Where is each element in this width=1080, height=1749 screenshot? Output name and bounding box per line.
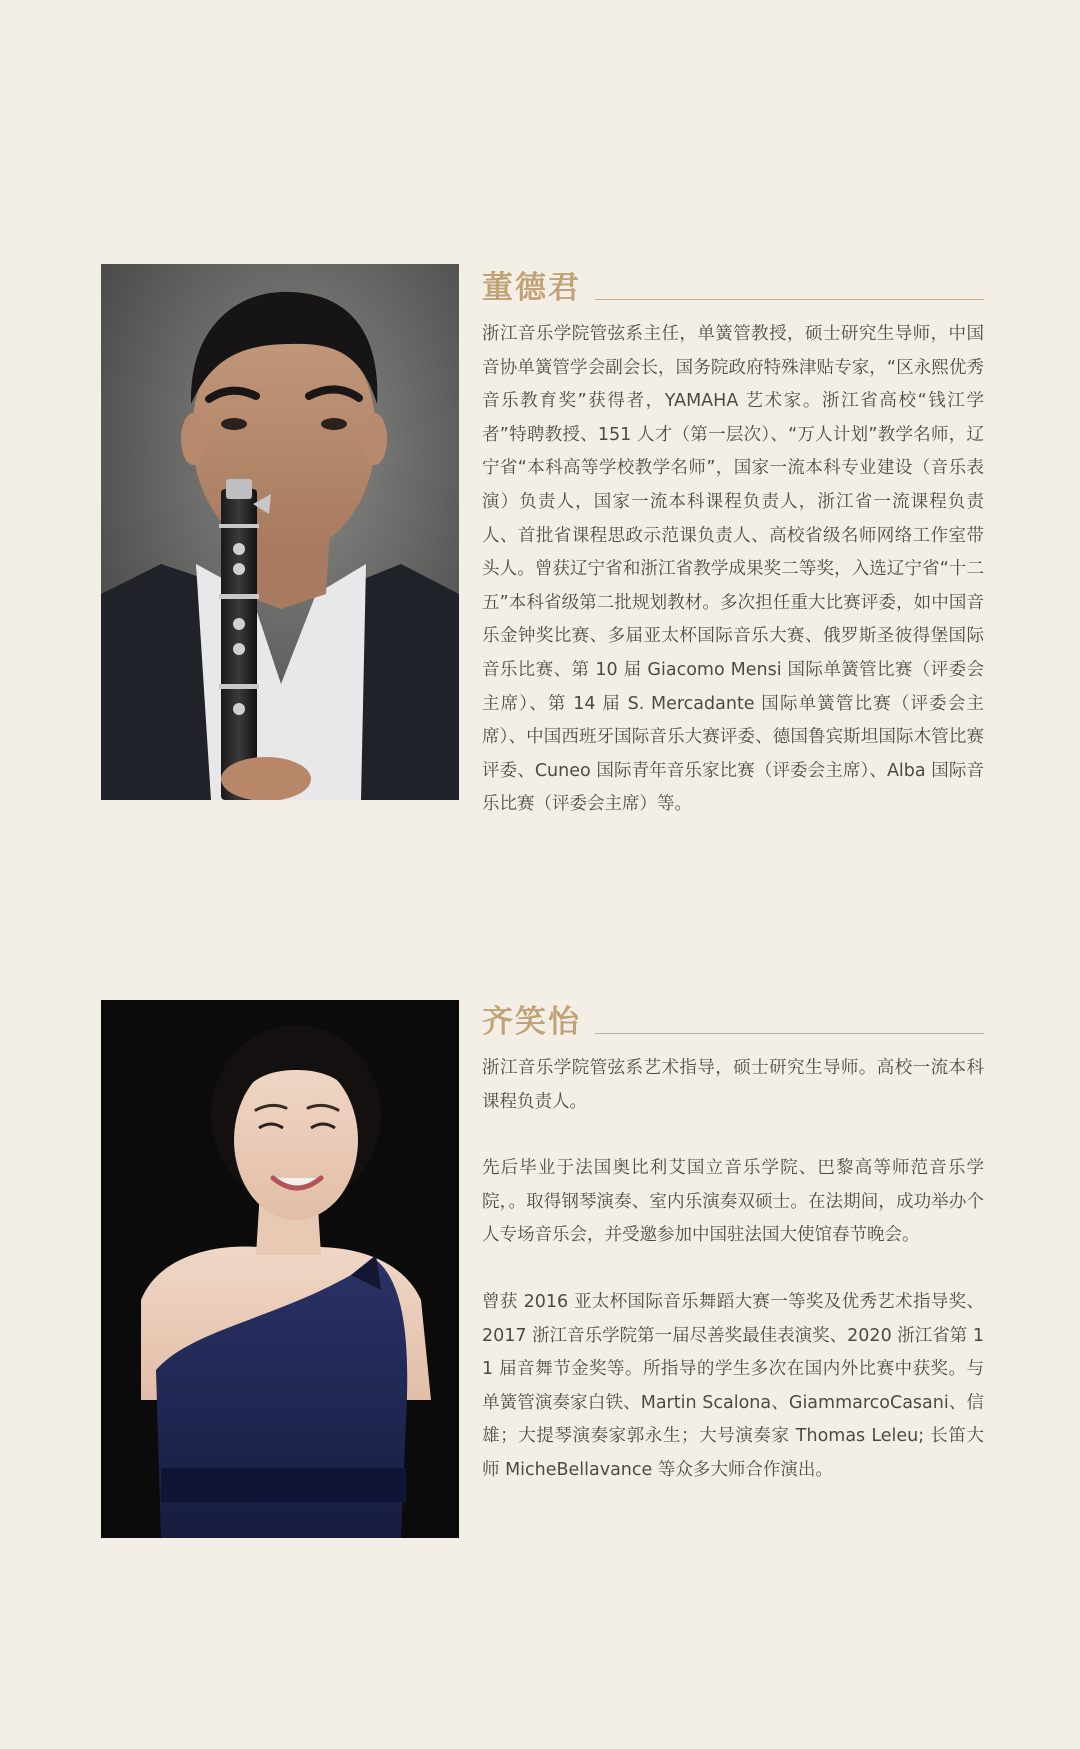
name-heading-row: [482, 996, 984, 1038]
bio-paragraph: 先后毕业于法国奥比利艾国立音乐学院、巴黎高等师范音乐学院，。取得钢琴演奏、室内乐演奏双硕士。在法期间，成功举办个人专场音乐会，并受邀参加中国驻法国大使馆春节晚会。: [482, 1158, 984, 1246]
profile-dong-dejun: [482, 262, 984, 822]
person-name: 齐笑怡: [482, 1004, 581, 1040]
portrait-photo-dong-dejun: [101, 264, 459, 800]
heading-divider-line: [595, 1033, 984, 1034]
portrait-photo-qi-xiaoyi: [101, 1000, 459, 1538]
heading-divider-line: [595, 299, 984, 300]
bio-paragraph: 曾获 2016 亚太杯国际音乐舞蹈大赛一等奖及优秀艺术指导奖、2017 浙江音乐学院第一届尽善奖最佳表演奖、2020 浙江省第 11 届音舞节金奖等。所指导的学生多次在国内外比赛中获奖。与单簧管演奏家白铁、Martin Scalona、GiammarcoCasani、信雄；大提琴演奏家郭永生；大号演奏家 Thomas Leleu; 长笛大师 MicheBellavance 等众多大师合作演出。: [482, 1291, 984, 1480]
portrait-man-clarinet-image: [101, 264, 459, 800]
profile-qi-xiaoyi: [482, 996, 984, 1488]
name-heading-row: [482, 262, 984, 304]
portrait-woman-dress-image: [101, 1000, 459, 1538]
bio-paragraph: 浙江音乐学院管弦系艺术指导，硕士研究生导师。高校一流本科课程负责人。: [482, 1058, 984, 1112]
person-name: 董德君: [482, 270, 581, 306]
bio-paragraph: 浙江音乐学院管弦系主任，单簧管教授，硕士研究生导师，中国音协单簧管学会副会长，国务院政府特殊津贴专家，“区永熙优秀音乐教育奖”获得者，YAMAHA 艺术家。浙江省高校“钱江学者”特聘教授、151 人才（第一层次）、“万人计划”教学名师，辽宁省“本科高等学校教学名师”，国家一流本科专业建设（音乐表演）负责人，国家一流本科课程负责人，浙江省一流课程负责人、首批省课程思政示范课负责人、高校省级名师网络工作室带头人。曾获辽宁省和浙江省教学成果奖二等奖，入选辽宁省“十二五”本科省级第二批规划教材。多次担任重大比赛评委，如中国音乐金钟奖比赛、多届亚太杯国际音乐大赛、俄罗斯圣彼得堡国际音乐比赛、第 10 届 Giacomo Mensi 国际单簧管比赛（评委会主席）、第 14 届 S. Mercadante 国际单簧管比赛（评委会主席）、中国西班牙国际音乐大赛评委、德国鲁宾斯坦国际木管比赛评委、Cuneo 国际青年音乐家比赛（评委会主席）、Alba 国际音乐比赛（评委会主席）等。: [482, 324, 984, 815]
